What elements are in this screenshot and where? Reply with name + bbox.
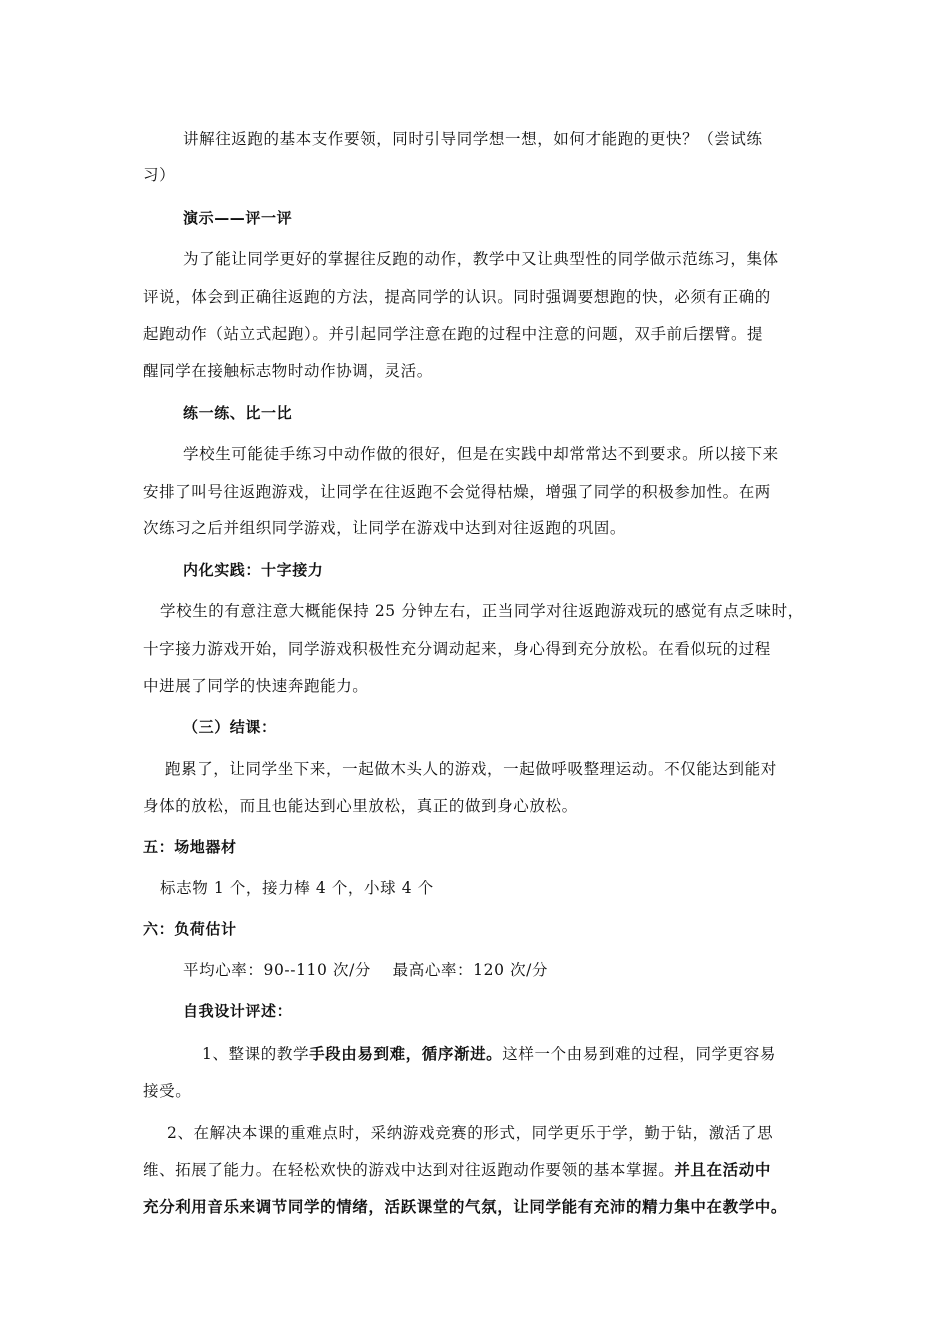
section-heading: 五：场地器材 [143, 838, 237, 856]
paragraph-line: 起跑动作（站立式起跑）。并引起同学注意在跑的过程中注意的问题，双手前后摆臂。提 [143, 325, 764, 343]
paragraph-line: 标志物 1 个，接力棒 4 个，小球 4 个 [160, 879, 434, 897]
paragraph-line: 讲解往返跑的基本支作要领，同时引导同学想一想，如何才能跑的更快？（尝试练 [183, 130, 763, 148]
section-heading: （三）结课： [183, 718, 277, 736]
section-heading: 自我设计评述： [183, 1002, 293, 1020]
paragraph-line: 接受。 [143, 1082, 192, 1100]
section-heading: 练一练、比一比 [183, 404, 293, 422]
paragraph-line: 醒同学在接触标志物时动作协调，灵活。 [143, 362, 433, 380]
paragraph-line: 为了能让同学更好的掌握往反跑的动作，教学中又让典型性的同学做示范练习，集体 [183, 250, 779, 268]
paragraph-line: 跑累了，让同学坐下来，一起做木头人的游戏，一起做呼吸整理运动。不仅能达到能对 [165, 760, 777, 778]
paragraph-line: 2、在解决本课的重难点时，采纳游戏竞赛的形式，同学更乐于学，勤于钻，激活了思 [167, 1124, 774, 1142]
text-run: 1、整课的教学 [202, 1045, 310, 1063]
paragraph-line: 次练习之后并组织同学游戏，让同学在游戏中达到对往返跑的巩固。 [143, 519, 627, 537]
paragraph-line [143, 1158, 813, 1180]
section-heading: 内化实践：十字接力 [183, 561, 324, 579]
paragraph-line [202, 1042, 872, 1064]
paragraph-line: 学校生可能徒手练习中动作做的很好，但是在实践中却常常达不到要求。所以接下来 [183, 445, 779, 463]
emphasis-text: 手段由易到难，循序渐进。 [309, 1045, 503, 1063]
paragraph-line: 习） [143, 166, 176, 184]
paragraph-line: 十字接力游戏开始，同学游戏积极性充分调动起来，身心得到充分放松。在看似玩的过程 [143, 640, 771, 658]
emphasis-text: 并且在活动中 [674, 1161, 771, 1179]
section-heading: 六：负荷估计 [143, 920, 237, 938]
section-heading: 演示——评一评 [183, 209, 293, 227]
paragraph-line: 学校生的有意注意大概能保持 25 分钟左右，正当同学对往返跑游戏玩的感觉有点乏味时， [160, 602, 804, 620]
paragraph-line: 身体的放松，而且也能达到心里放松，真正的做到身心放松。 [143, 797, 578, 815]
text-run: 维、拓展了能力。在轻松欢快的游戏中达到对往返跑动作要领的基本掌握。 [143, 1161, 675, 1179]
paragraph-line: 中进展了同学的快速奔跑能力。 [143, 677, 369, 695]
paragraph-line: 充分利用音乐来调节同学的情绪，活跃课堂的气氛，让同学能有充沛的精力集中在教学中。 [143, 1198, 788, 1216]
paragraph-line: 安排了叫号往返跑游戏，让同学在往返跑不会觉得枯燥，增强了同学的积极参加性。在两 [143, 483, 771, 501]
text-run: 这样一个由易到难的过程，同学更容易 [502, 1045, 776, 1063]
paragraph-line: 评说，体会到正确往返跑的方法，提高同学的认识。同时强调要想跑的快，必须有正确的 [143, 288, 771, 306]
paragraph-line: 平均心率：90--110 次/分 最高心率：120 次/分 [183, 961, 549, 979]
